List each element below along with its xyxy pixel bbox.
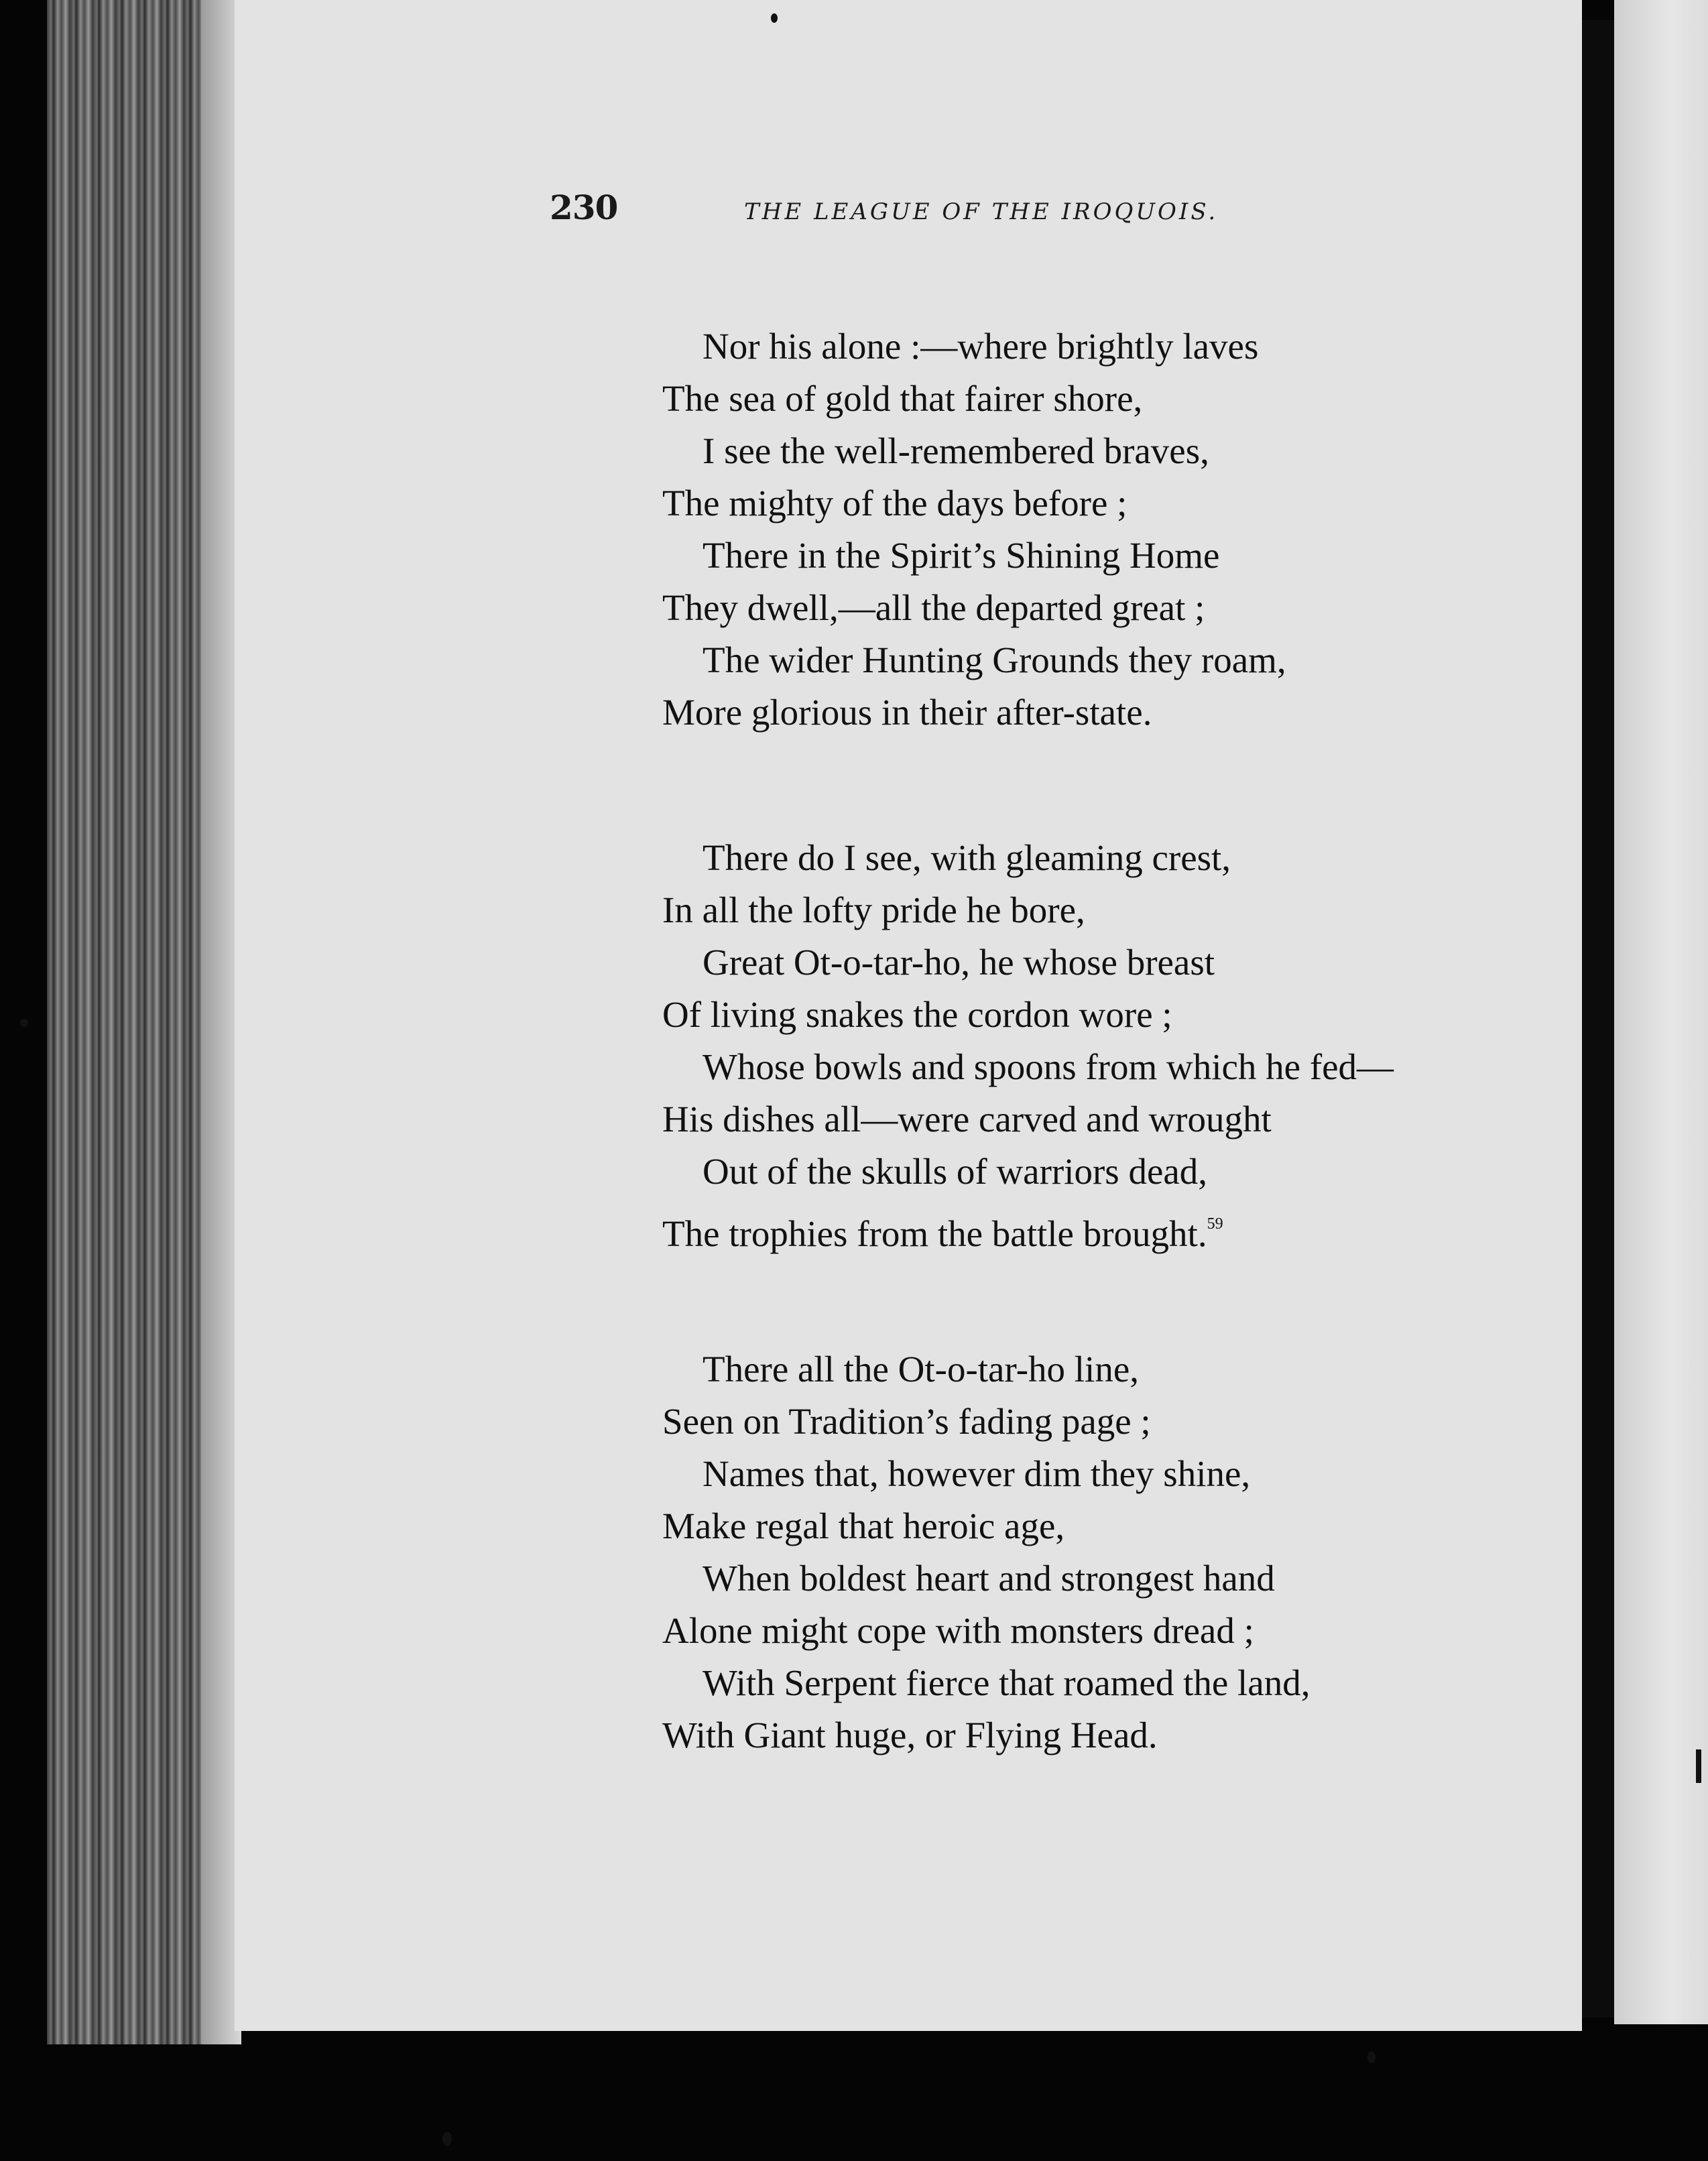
stanza <box>662 832 1534 1254</box>
poem-line: The wider Hunting Grounds they roam, <box>703 639 1286 680</box>
poem-line: Great Ot-o-tar-ho, he whose breast <box>703 942 1215 983</box>
poem-line: His dishes all—were carved and wrought <box>662 1099 1272 1139</box>
running-head <box>550 188 1354 235</box>
stanza <box>662 1343 1534 1762</box>
poem <box>662 320 1534 1855</box>
poem-line: Nor his alone :—where brightly laves <box>703 326 1259 367</box>
poem-line: Make regal that heroic age, <box>662 1505 1065 1546</box>
poem-line: Alone might cope with monsters dread ; <box>662 1610 1254 1651</box>
poem-line: Out of the skulls of warriors dead, <box>703 1151 1208 1192</box>
poem-line: There in the Spirit’s Shining Home <box>703 535 1220 576</box>
running-title: THE LEAGUE OF THE IROQUOIS. <box>744 198 1219 225</box>
poem-line: In all the lofty pride he bore, <box>662 889 1085 930</box>
poem-line: I see the well-remembered braves, <box>703 430 1209 471</box>
scan-speck <box>20 1019 28 1027</box>
poem-line-text: The trophies from the battle brought. <box>662 1213 1207 1254</box>
poem-line: There all the Ot-o-tar-ho line, <box>703 1349 1139 1390</box>
poem-line: Seen on Tradition’s fading page ; <box>662 1401 1151 1442</box>
page-number: 230 <box>550 188 618 227</box>
poem-line: There do I see, with gleaming crest, <box>703 837 1231 878</box>
poem-line: Whose bowls and spoons from which he fed— <box>703 1046 1394 1087</box>
scan-speck <box>771 13 778 23</box>
poem-line: More glorious in their after-state. <box>662 692 1152 733</box>
facing-page-edge <box>1614 0 1708 2024</box>
stanza <box>662 320 1534 739</box>
book-spine <box>1582 20 1614 2018</box>
poem-line: When boldest heart and strongest hand <box>703 1558 1275 1599</box>
footnote-ref: 59 <box>1207 1215 1223 1233</box>
facing-page-mark <box>1696 1749 1701 1783</box>
poem-line: Of living snakes the cordon wore ; <box>662 994 1172 1035</box>
poem-line: The mighty of the days before ; <box>662 483 1127 523</box>
scan-speck <box>1367 2051 1376 2063</box>
poem-line: With Serpent fierce that roamed the land, <box>703 1662 1310 1703</box>
scan-speck <box>442 2132 452 2146</box>
poem-line: The sea of gold that fairer shore, <box>662 378 1143 419</box>
poem-line-with-footnote <box>662 1198 1534 1254</box>
poem-line: With Giant huge, or Flying Head. <box>662 1715 1158 1755</box>
poem-line: They dwell,—all the departed great ; <box>662 587 1205 628</box>
poem-line: Names that, however dim they shine, <box>703 1453 1251 1494</box>
